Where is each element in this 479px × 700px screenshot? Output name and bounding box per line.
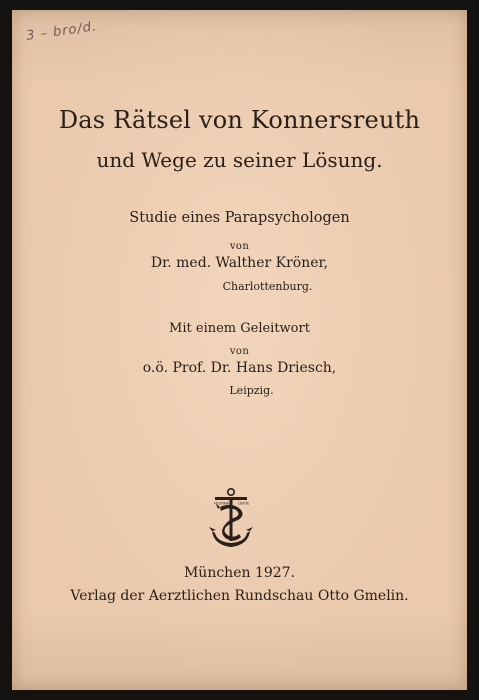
anchor-dolphin-icon <box>202 487 260 553</box>
emblem-motto-right: LENTE <box>238 501 250 506</box>
foreword-author: o.ö. Prof. Dr. Hans Driesch, <box>142 360 337 376</box>
book-cover <box>12 10 467 690</box>
author-place: Charlottenburg. <box>222 280 313 293</box>
study-description: Studie eines Parapsychologen <box>129 210 350 226</box>
by-word: von <box>229 241 250 252</box>
foreword-label: Mit einem Geleitwort <box>169 321 310 336</box>
imprint-place-year: München 1927. <box>183 565 296 581</box>
foreword-place: Leipzig. <box>229 384 274 397</box>
emblem-motto-left: FESTINA <box>214 501 230 506</box>
by-word-foreword: von <box>229 346 250 357</box>
author-name: Dr. med. Walther Kröner, <box>150 255 329 271</box>
handwritten-note: 3 – bro/d. <box>25 19 99 44</box>
book-title: Das Rätsel von Konnersreuth <box>58 106 421 134</box>
book-subtitle: und Wege zu seiner Lösung. <box>96 148 383 172</box>
imprint-publisher: Verlag der Aerztlichen Rundschau Otto Gmelin. <box>70 588 409 604</box>
